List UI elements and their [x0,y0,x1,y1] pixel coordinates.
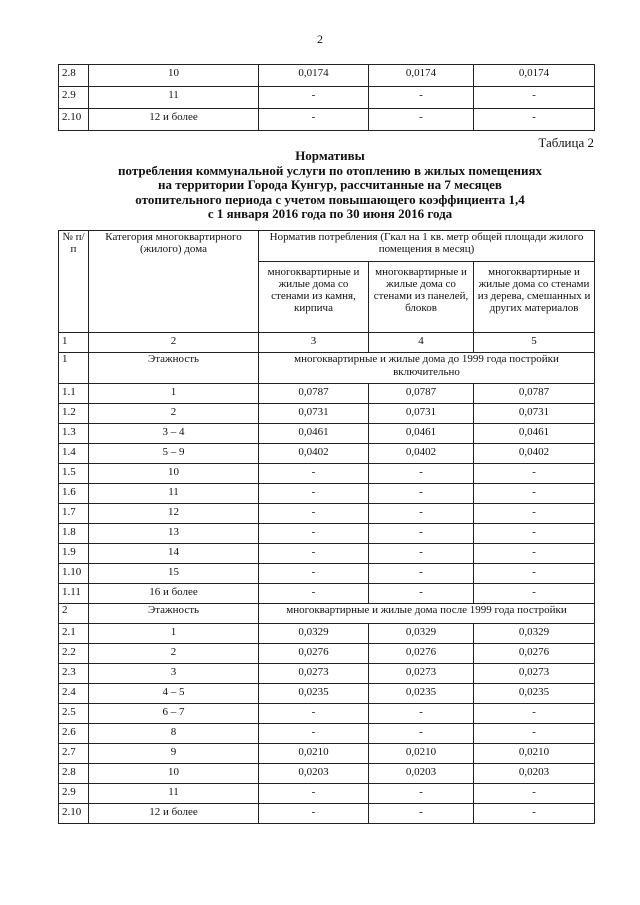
row-number: 2.8 [59,764,89,784]
row-value-panel: 0,0273 [369,664,474,684]
row-number: 2.7 [59,744,89,764]
row-number: 1.4 [59,444,89,464]
index-cell: 5 [474,333,595,353]
row-value-panel: - [369,704,474,724]
row-value-stone: - [259,524,369,544]
row-value-wood: 0,0276 [474,644,595,664]
section-num: 2 [59,604,89,624]
row-value-wood: - [474,504,595,524]
row-value-panel: 0,0235 [369,684,474,704]
row-value-stone: - [259,584,369,604]
row-number: 2.3 [59,664,89,684]
row-category: 12 [89,504,259,524]
row-value-panel: - [369,584,474,604]
row-value-panel: - [369,544,474,564]
header-row [59,231,595,262]
row-value-stone: - [259,804,369,824]
row-value-panel: 0,0210 [369,744,474,764]
top-continuation-table [58,64,595,131]
row-value-panel: - [369,109,474,131]
table-row [59,87,595,109]
section-num: 1 [59,353,89,384]
table-row [59,384,595,404]
row-category: 11 [89,87,259,109]
row-number: 1.11 [59,584,89,604]
row-value-wood: - [474,464,595,484]
row-value-wood: 0,0329 [474,624,595,644]
row-category: 11 [89,484,259,504]
row-value-stone: - [259,564,369,584]
row-value-stone: 0,0210 [259,744,369,764]
title-line: отопительного периода с учетом повышающего коэффициента 1,4 [135,191,525,207]
row-value-stone: 0,0461 [259,424,369,444]
row-value-stone: 0,0174 [259,65,369,87]
table-row [59,504,595,524]
row-category: 3 [89,664,259,684]
table-row [59,744,595,764]
table-row [59,404,595,424]
row-value-wood: - [474,784,595,804]
header-col4: многоквартирные и жилые дома со стенами из панелей, блоков [369,262,474,333]
row-value-panel: - [369,464,474,484]
row-category: 11 [89,784,259,804]
norms-table [58,230,595,824]
row-value-panel: 0,0787 [369,384,474,404]
row-category: 10 [89,764,259,784]
row-category: 4 – 5 [89,684,259,704]
section-row [59,353,595,384]
row-value-panel: 0,0203 [369,764,474,784]
row-number: 1.5 [59,464,89,484]
header-category: Категория многоквартирного (жилого) дома [89,231,259,333]
table-row [59,804,595,824]
table-row [59,544,595,564]
row-value-panel: 0,0174 [369,65,474,87]
row-value-stone: - [259,704,369,724]
row-value-wood: - [474,544,595,564]
row-value-wood: - [474,724,595,744]
row-number: 2.9 [59,87,89,109]
row-number: 1.7 [59,504,89,524]
row-number: 2.4 [59,684,89,704]
title-line: на территории Города Кунгур, рассчитанные на 7 месяцев [158,177,502,192]
row-number: 2.10 [59,109,89,131]
row-number: 2.8 [59,65,89,87]
row-category: 13 [89,524,259,544]
row-value-wood: 0,0731 [474,404,595,424]
row-value-panel: - [369,564,474,584]
row-category: 5 – 9 [89,444,259,464]
row-category: 1 [89,384,259,404]
row-value-wood: - [474,584,595,604]
table-row [59,644,595,664]
table-row [59,664,595,684]
index-cell: 1 [59,333,89,353]
row-value-panel: - [369,87,474,109]
row-value-wood: 0,0787 [474,384,595,404]
row-value-stone: - [259,109,369,131]
row-category: 6 – 7 [89,704,259,724]
header-norm: Норматив потребления (Гкал на 1 кв. метр общей площади жилого помещения в месяц) [259,231,595,262]
row-category: 2 [89,404,259,424]
table-label: Таблица 2 [538,135,594,150]
index-cell: 2 [89,333,259,353]
header-col3: многоквартирные и жилые дома со стенами из камня, кирпича [259,262,369,333]
row-value-wood: 0,0273 [474,664,595,684]
row-number: 1.2 [59,404,89,424]
table-row [59,784,595,804]
row-value-panel: 0,0731 [369,404,474,424]
row-number: 2.6 [59,724,89,744]
row-number: 1.6 [59,484,89,504]
table-row [59,564,595,584]
row-value-wood: - [474,484,595,504]
section-description: многоквартирные и жилые дома после 1999 года постройки [259,604,595,624]
index-cell: 4 [369,333,474,353]
row-category: 2 [89,644,259,664]
row-number: 2.9 [59,784,89,804]
row-value-wood: - [474,524,595,544]
row-value-panel: - [369,724,474,744]
row-value-stone: 0,0203 [259,764,369,784]
row-value-wood: - [474,564,595,584]
row-value-stone: 0,0276 [259,644,369,664]
row-value-panel: - [369,524,474,544]
row-category: 16 и более [89,584,259,604]
row-category: 3 – 4 [89,424,259,444]
row-value-wood: 0,0402 [474,444,595,464]
row-value-stone: 0,0787 [259,384,369,404]
row-category: 12 и более [89,804,259,824]
index-row [59,333,595,353]
section-category: Этажность [89,604,259,624]
table-row [59,724,595,744]
section-row [59,604,595,624]
row-value-stone: 0,0402 [259,444,369,464]
row-value-stone: 0,0273 [259,664,369,684]
row-number: 1.9 [59,544,89,564]
table-row [59,684,595,704]
row-value-panel: 0,0329 [369,624,474,644]
row-value-panel: 0,0276 [369,644,474,664]
row-value-panel: 0,0461 [369,424,474,444]
table-row [59,65,595,87]
row-category: 10 [89,464,259,484]
row-number: 1.8 [59,524,89,544]
table-row [59,444,595,464]
row-value-panel: - [369,484,474,504]
row-category: 15 [89,564,259,584]
row-value-wood: 0,0210 [474,744,595,764]
row-value-stone: - [259,504,369,524]
row-value-panel: 0,0402 [369,444,474,464]
table-row [59,464,595,484]
row-value-panel: - [369,504,474,524]
section-category: Этажность [89,353,259,384]
row-value-wood: - [474,109,595,131]
row-value-stone: - [259,784,369,804]
table-row [59,484,595,504]
section-description: многоквартирные и жилые дома до 1999 года постройки включительно [259,353,595,384]
row-category: 14 [89,544,259,564]
table-row [59,704,595,724]
row-value-panel: - [369,804,474,824]
row-value-wood: 0,0174 [474,65,595,87]
row-value-wood: 0,0235 [474,684,595,704]
row-value-panel: - [369,784,474,804]
row-category: 12 и более [89,109,259,131]
title-line: Нормативы [295,148,365,163]
row-category: 10 [89,65,259,87]
table-row [59,109,595,131]
row-value-stone: 0,0235 [259,684,369,704]
row-value-wood: 0,0461 [474,424,595,444]
row-number: 1.10 [59,564,89,584]
document-title [80,149,580,222]
row-number: 2.10 [59,804,89,824]
row-value-stone: - [259,464,369,484]
row-number: 2.5 [59,704,89,724]
table-row [59,424,595,444]
row-category: 8 [89,724,259,744]
index-cell: 3 [259,333,369,353]
row-value-stone: 0,0731 [259,404,369,424]
row-value-wood: - [474,704,595,724]
row-number: 1.3 [59,424,89,444]
table-row [59,624,595,644]
row-number: 2.1 [59,624,89,644]
row-value-wood: 0,0203 [474,764,595,784]
table-row [59,584,595,604]
row-value-stone: - [259,544,369,564]
row-number: 1.1 [59,384,89,404]
page-number: 2 [317,32,323,46]
row-value-stone: - [259,87,369,109]
row-number: 2.2 [59,644,89,664]
row-category: 9 [89,744,259,764]
header-col5: многоквартирные и жилые дома со стенами из дерева, смешанных и других материалов [474,262,595,333]
row-value-wood: - [474,87,595,109]
table-row [59,524,595,544]
row-value-wood: - [474,804,595,824]
title-line: с 1 января 2016 года по 30 июня 2016 года [207,206,453,221]
table-row [59,764,595,784]
row-value-stone: - [259,484,369,504]
row-value-stone: - [259,724,369,744]
title-line: потребления коммунальной услуги по отоплению в жилых помещениях [118,162,542,178]
header-num: № п/п [59,231,89,333]
row-value-stone: 0,0329 [259,624,369,644]
row-category: 1 [89,624,259,644]
